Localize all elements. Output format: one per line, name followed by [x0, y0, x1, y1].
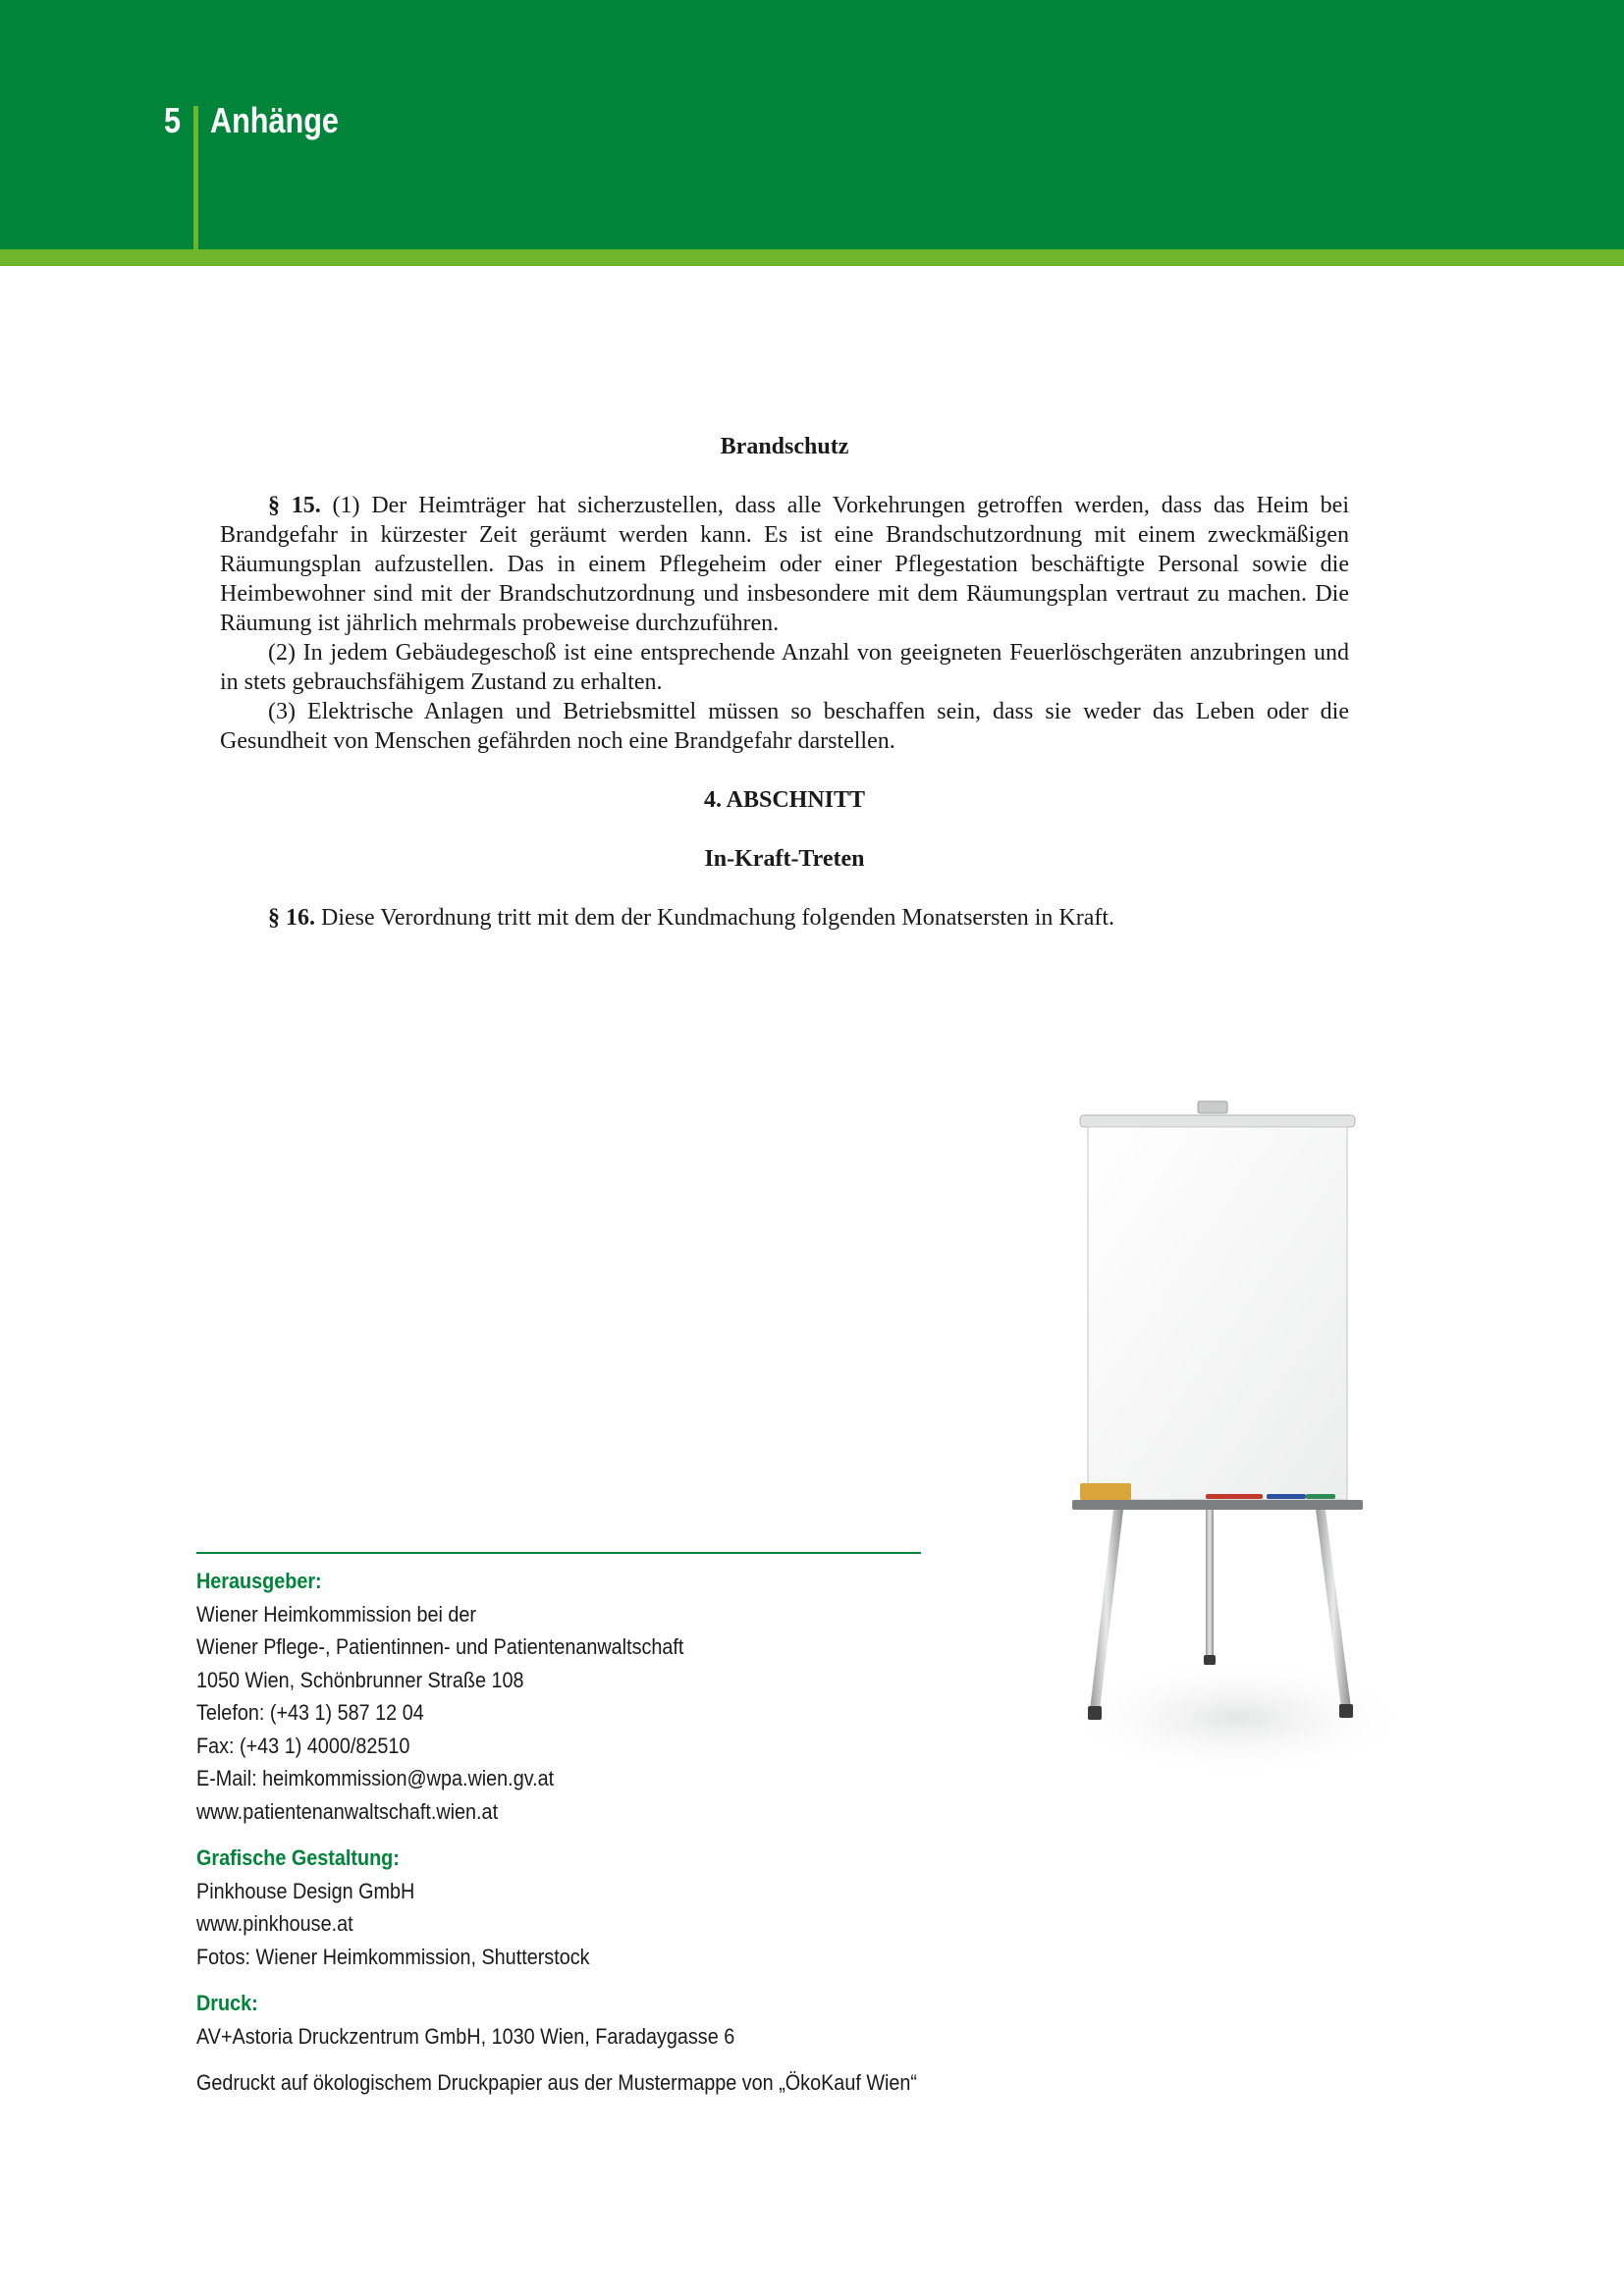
print-line: AV+Astoria Druckzentrum GmbH, 1030 Wien, Faradaygasse 6: [196, 2023, 735, 2049]
header-divider-rule: [193, 106, 198, 249]
design-label: Grafische Gestaltung:: [196, 1845, 400, 1870]
paragraph-16-text: Diese Verordnung tritt mit dem der Kundmachung folgenden Monatsersten in Kraft.: [315, 905, 1115, 931]
chapter-title: Anhänge: [210, 100, 339, 140]
paragraph-15-sub2: (2) In jedem Gebäudegeschoß ist eine entsprechende Anzahl von geeigneten Feuerlöschgeräten anzubringen und in stets gebrauchsfähigem Zustand zu erhalten.: [220, 640, 1349, 695]
publisher-line: Telefon: (+43 1) 587 12 04: [196, 1700, 424, 1725]
eco-note: Gedruckt auf ökologischem Druckpapier aus der Mustermappe von „ÖkoKauf Wien“: [196, 2070, 918, 2095]
publisher-line: www.patientenanwaltschaft.wien.at: [196, 1798, 499, 1824]
paragraph-15-text: (1) Der Heimträger hat sicherzustellen, dass alle Vorkehrungen getroffen werden, dass das Heim bei Brandgefahr in kürzester Zeit geräumt werden kann. Es ist eine Brandschutzordnung mit einem zweckmäßigen Räumungsplan aufzustellen. Das in einem Pflegeheim oder einer Pflegestation beschäftigte Personal sowie die Heimbewohner sind mit der Brandschutzordnung und insbesondere mit dem Räumungsplan vertraut zu machen. Die Räumung ist jährlich mehrmals probeweise durchzuführen.: [220, 493, 1350, 636]
inkraft-heading: In-Kraft-Treten: [704, 846, 865, 872]
publisher-line: 1050 Wien, Schönbrunner Straße 108: [196, 1667, 524, 1692]
design-line: Pinkhouse Design GmbH: [196, 1878, 415, 1903]
paragraph-16: [220, 903, 1349, 933]
paragraph-15-mark: § 15.: [268, 493, 321, 518]
paragraph-15-sub1: [220, 491, 1349, 638]
abschnitt-heading: 4. ABSCHNITT: [703, 787, 866, 813]
chapter-number: 5: [164, 100, 182, 140]
header-accent-stripe: [0, 249, 1624, 266]
section-heading-brandschutz: Brandschutz: [720, 434, 849, 459]
publisher-line: E-Mail: heimkommission@wpa.wien.gv.at: [196, 1766, 555, 1790]
paragraph-16-mark: § 16.: [268, 905, 315, 931]
paragraph-15-sub3: (3) Elektrische Anlagen und Betriebsmittel müssen so beschaffen sein, dass sie weder das Leben oder die Gesundheit von Menschen gefährden noch eine Brandgefahr darstellen.: [220, 699, 1349, 754]
publisher-line: Fax: (+43 1) 4000/82510: [196, 1733, 410, 1758]
publisher-line: Wiener Pflege-, Patientinnen- und Patientenanwaltschaft: [196, 1634, 684, 1659]
design-line: www.pinkhouse.at: [196, 1911, 353, 1936]
print-label: Druck:: [196, 1991, 258, 2015]
design-line: Fotos: Wiener Heimkommission, Shutterstock: [196, 1944, 590, 1969]
imprint-divider: [196, 1552, 921, 1554]
imprint-block: [196, 1565, 943, 2100]
flipchart-image: [1041, 1090, 1414, 1816]
law-text-block: [220, 432, 1349, 933]
publisher-line: Wiener Heimkommission bei der: [196, 1601, 476, 1627]
publisher-label: Herausgeber:: [196, 1569, 322, 1593]
